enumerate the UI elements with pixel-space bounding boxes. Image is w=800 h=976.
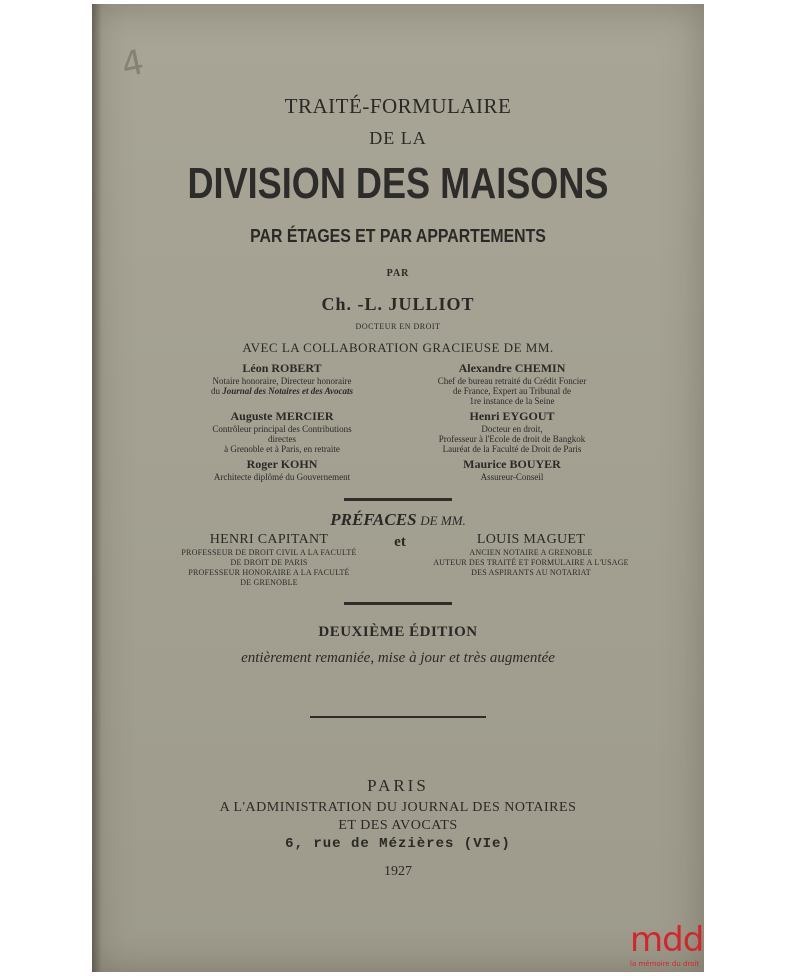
prefacer-name: LOUIS MAGUET xyxy=(476,532,586,547)
publisher-address: 6, rue de Mézières (VIe) xyxy=(285,836,511,852)
collaborator xyxy=(402,408,622,454)
collaborator xyxy=(402,360,622,406)
collaborator-desc xyxy=(172,386,392,396)
collaborator-desc: directes xyxy=(268,434,296,444)
publisher-city: PARIS xyxy=(367,776,429,795)
watermark-logo xyxy=(630,922,712,974)
collaborator-name: Auguste MERCIER xyxy=(230,409,334,423)
author-title: DOCTEUR EN DROIT xyxy=(355,322,441,331)
collaborator-desc: Assureur-Conseil xyxy=(480,472,544,482)
publisher-line-1: A L'ADMINISTRATION DU JOURNAL DES NOTAIRES xyxy=(219,800,577,815)
edition-note: entièrement remaniée, mise à jour et très augmentée xyxy=(241,650,555,666)
collaborator-desc: 1re instance de la Seine xyxy=(469,396,555,406)
prefaces-heading xyxy=(92,510,704,530)
prefacer-desc: ANCIEN NOTAIRE A GRENOBLE xyxy=(469,548,593,557)
collaborator-desc: de France, Expert au Tribunal de xyxy=(453,386,571,396)
main-title: DIVISION DES MAISONS xyxy=(187,159,609,208)
prefacer-desc: DE DROIT DE PARIS xyxy=(230,558,308,567)
prefacer-desc: PROFESSEUR HONORAIRE A LA FACULTÉ xyxy=(188,568,350,577)
prefacer-desc: AUTEUR DES TRAITÉ ET FORMULAIRE A L'USAGE xyxy=(433,558,629,567)
collaborators xyxy=(172,360,622,484)
divider-rule xyxy=(344,602,452,605)
collaborator-name: Alexandre CHEMIN xyxy=(458,361,566,375)
prefaces-heading-main: PRÉFACES xyxy=(330,510,417,529)
prefacer-desc: DE GRENOBLE xyxy=(240,578,298,587)
collaborator xyxy=(402,456,622,482)
watermark-tagline: la mémoire du droit xyxy=(630,960,700,968)
collaborator-name: Henri EYGOUT xyxy=(469,409,555,423)
collaborator-desc: Chef de bureau retraité du Crédit Foncier xyxy=(437,376,587,386)
collaborator-desc: Architecte diplômé du Gouvernement xyxy=(213,472,351,482)
collaborator-desc: Professeur à l'Ecole de droit de Bangkok xyxy=(438,434,586,444)
collaborator-desc: Notaire honoraire, Directeur honoraire xyxy=(212,376,352,386)
collaborator-name: Roger KOHN xyxy=(246,457,318,471)
prefacer xyxy=(432,532,630,588)
author-name: Ch. -L. JULLIOT xyxy=(321,294,475,314)
collaborator-desc-prefix: du xyxy=(211,386,220,396)
collaboration-heading: AVEC LA COLLABORATION GRACIEUSE DE MM. xyxy=(242,340,554,355)
collaborator-row xyxy=(172,456,622,482)
title-line-2: DE LA xyxy=(369,128,427,148)
collaborator-desc: Docteur en droit, xyxy=(481,424,543,434)
collaborator xyxy=(172,360,392,406)
collaborator-desc: Lauréat de la Faculté de Droit de Paris xyxy=(442,444,582,454)
collaborator-name: Léon ROBERT xyxy=(242,361,322,375)
divider-rule xyxy=(344,498,452,501)
edition-label: DEUXIÈME ÉDITION xyxy=(318,624,478,640)
prefacer xyxy=(170,532,368,588)
journal-title: Journal des Notaires et des Avocats xyxy=(222,386,353,396)
watermark-letters: mdd xyxy=(630,920,704,960)
collaborator xyxy=(172,408,392,454)
collaborator-row xyxy=(172,360,622,406)
book-cover xyxy=(92,4,704,972)
prefaces-heading-suffix: DE MM. xyxy=(420,513,466,528)
prefacer-desc: DES ASPIRANTS AU NOTARIAT xyxy=(471,568,591,577)
prefacers xyxy=(170,532,630,588)
collaborator-name: Maurice BOUYER xyxy=(463,457,561,471)
prefacer-desc: PROFESSEUR DE DROIT CIVIL A LA FACULTÉ xyxy=(181,548,357,557)
publication-year: 1927 xyxy=(384,864,412,879)
publisher-line-2: ET DES AVOCATS xyxy=(338,818,458,833)
collaborator-desc: Contrôleur principal des Contributions xyxy=(212,424,352,434)
divider-rule xyxy=(310,716,486,718)
prefacer-name: HENRI CAPITANT xyxy=(209,532,329,547)
collaborator-row xyxy=(172,408,622,454)
subtitle: PAR ÉTAGES ET PAR APPARTEMENTS xyxy=(250,226,546,246)
pencil-mark: 4 xyxy=(118,42,148,86)
title-line-1: TRAITÉ-FORMULAIRE xyxy=(284,94,512,118)
par-label: PAR xyxy=(386,268,410,279)
conjunction: et xyxy=(394,534,406,550)
collaborator-desc: à Grenoble et à Paris, en retraite xyxy=(224,444,340,454)
collaborator xyxy=(172,456,392,482)
